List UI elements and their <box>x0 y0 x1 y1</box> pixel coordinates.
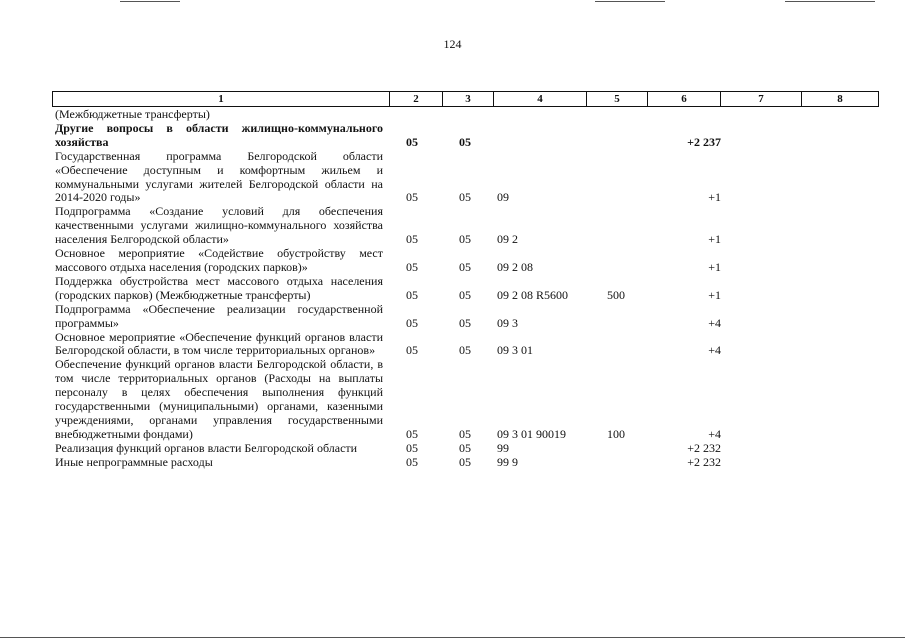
column-header-7: 7 <box>721 92 802 107</box>
section-code: 05 <box>406 343 418 358</box>
amount-change: +2 237 <box>687 134 721 149</box>
subsection-code: 05 <box>459 134 471 149</box>
subsection-code: 05 <box>459 190 471 205</box>
row-description: Поддержка обустройства мест массового отдыха населения (городских парков) (Межбюджетные трансферты) <box>55 273 383 302</box>
target-article-code: 09 <box>497 190 509 205</box>
column-header-1: 1 <box>53 92 390 107</box>
page-number: 124 <box>443 37 462 51</box>
scan-artifact-bottom <box>0 637 905 638</box>
section-code: 05 <box>406 134 418 149</box>
table-row <box>55 108 895 122</box>
section-code: 05 <box>406 440 418 455</box>
section-code: 05 <box>406 315 418 330</box>
section-code: 05 <box>406 190 418 205</box>
expense-type-code: 500 <box>607 287 625 302</box>
table-row <box>55 358 895 441</box>
target-article-code: 09 2 08 R5600 <box>497 287 569 302</box>
subsection-code: 05 <box>459 315 471 330</box>
target-article-code: 99 <box>497 440 509 455</box>
column-header-5: 5 <box>587 92 648 107</box>
row-description: (Межбюджетные трансферты) <box>55 107 210 121</box>
table-row <box>55 247 895 275</box>
section-code: 05 <box>406 426 418 441</box>
expense-type-code: 100 <box>607 426 625 441</box>
amount-change: +1 <box>708 259 721 274</box>
row-description: Подпрограмма «Создание условий для обеспечения качественными услугами жилищно-коммунального хозяйства населения Белгородской области» <box>55 204 383 247</box>
subsection-code: 05 <box>459 259 471 274</box>
column-header-8: 8 <box>802 92 879 107</box>
subsection-code: 05 <box>459 426 471 441</box>
table-row <box>55 150 895 206</box>
row-description: Основное мероприятие «Обеспечение функций органов власти Белгородской области, в том числе территориальных органов» <box>55 329 383 358</box>
table-row <box>55 275 895 303</box>
subsection-code: 05 <box>459 454 471 469</box>
subsection-code: 05 <box>459 287 471 302</box>
column-header-6: 6 <box>648 92 721 107</box>
amount-change: +1 <box>708 190 721 205</box>
section-code: 05 <box>406 232 418 247</box>
column-header-row <box>52 91 879 107</box>
row-description: Подпрограмма «Обеспечение реализации государственной программы» <box>55 301 383 330</box>
row-description: Государственная программа Белгородской области «Обеспечение доступным и комфортным жильем и коммунальными услугами жителей Белгородской области на 2014-2020 годы» <box>55 148 383 205</box>
subsection-code: 05 <box>459 232 471 247</box>
scan-artifact-top-1 <box>120 1 180 2</box>
amount-change: +1 <box>708 287 721 302</box>
target-article-code: 09 2 <box>497 232 518 247</box>
section-code: 05 <box>406 259 418 274</box>
target-article-code: 99 9 <box>497 454 518 469</box>
amount-change: +4 <box>708 426 721 441</box>
amount-change: +4 <box>708 315 721 330</box>
column-header-4: 4 <box>494 92 587 107</box>
subsection-code: 05 <box>459 440 471 455</box>
amount-change: +1 <box>708 232 721 247</box>
row-description: Обеспечение функций органов власти Белгородской области, в том числе территориальных органов (Расходы на выплаты персоналу в целях обеспечения выполнения функций государственными (муниципальными) органами, казенными учреждениями, органами управления государственными внебюджетными фондами) <box>55 357 383 441</box>
row-description: Реализация функций органов власти Белгородской области <box>55 440 358 455</box>
table-row <box>55 303 895 331</box>
table-row <box>55 331 895 359</box>
amount-change: +2 232 <box>687 454 721 469</box>
table-row <box>55 205 895 247</box>
row-description: Другие вопросы в области жилищно-коммунального хозяйства <box>55 120 383 149</box>
scan-artifact-top-2 <box>595 1 665 2</box>
target-article-code: 09 2 08 <box>497 259 533 274</box>
section-code: 05 <box>406 287 418 302</box>
target-article-code: 09 3 <box>497 315 518 330</box>
table-body <box>55 108 895 470</box>
table-row <box>55 122 895 150</box>
section-code: 05 <box>406 454 418 469</box>
amount-change: +4 <box>708 343 721 358</box>
amount-change: +2 232 <box>687 440 721 455</box>
table-row <box>55 442 895 456</box>
table-row <box>55 456 895 470</box>
scan-artifact-top-3 <box>785 1 875 2</box>
target-article-code: 09 3 01 <box>497 343 533 358</box>
subsection-code: 05 <box>459 343 471 358</box>
column-header-3: 3 <box>443 92 494 107</box>
target-article-code: 09 3 01 90019 <box>497 426 566 441</box>
row-description: Основное мероприятие «Содействие обустройству мест массового отдыха населения (городских парков)» <box>55 246 383 274</box>
column-header-2: 2 <box>390 92 443 107</box>
row-description: Иные непрограммные расходы <box>55 454 213 469</box>
